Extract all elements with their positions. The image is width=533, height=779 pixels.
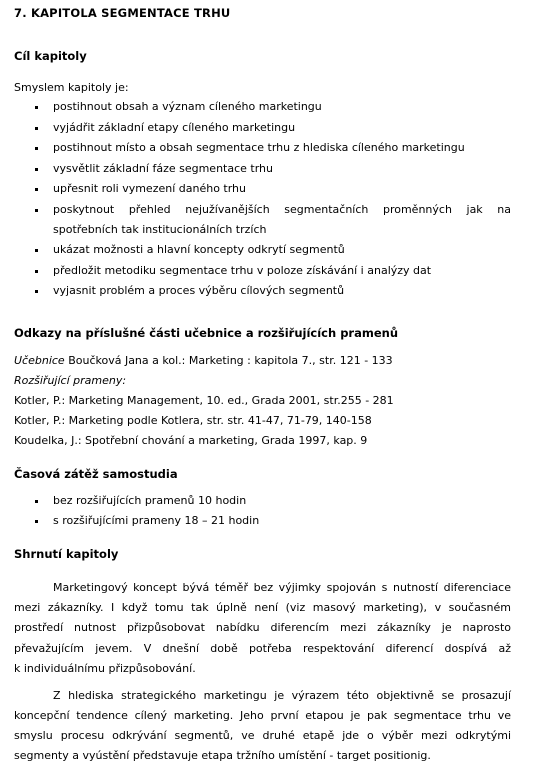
extended-sources-label: Rozšiřující prameny: <box>14 374 127 387</box>
textbook-reference <box>14 354 393 367</box>
references-heading: Odkazy na příslušné části učebnice a rozšiřujících pramenů <box>14 326 399 340</box>
workload-heading: Časová zátěž samostudia <box>14 467 178 481</box>
paragraph-line: převažujícím jevem. V dnešní době potřeba respektování diferencí dospívá až <box>14 642 511 655</box>
source-item: Kotler, P.: Marketing podle Kotlera, str. str. 41-47, 71-79, 140-158 <box>14 414 372 427</box>
source-item: Koudelka, J.: Spotřební chování a marketing, Grada 1997, kap. 9 <box>14 434 368 447</box>
list-item: bez rozšiřujících pramenů 10 hodin <box>53 494 247 507</box>
bullet-icon <box>35 147 38 150</box>
bullet-icon <box>35 249 38 252</box>
list-item: postihnout místo a obsah segmentace trhu z hlediska cíleného marketingu <box>53 141 465 154</box>
paragraph-line: Z hlediska strategického marketingu je výrazem této objektivně se prosazují <box>53 689 511 702</box>
chapter-title: 7. KAPITOLA SEGMENTACE TRHU <box>14 6 231 20</box>
list-item: ukázat možnosti a hlavní koncepty odkrytí segmentů <box>53 243 345 256</box>
summary-heading: Shrnutí kapitoly <box>14 547 119 561</box>
list-item: s rozšiřujícími prameny 18 – 21 hodin <box>53 514 260 527</box>
bullet-icon <box>35 520 38 523</box>
bullet-icon <box>35 290 38 293</box>
paragraph-line: smyslu procesu odkrývání segmentů, ve druhé etapě jde o výběr mezi odkrytými <box>14 729 511 742</box>
paragraph-line: segmenty a vyústění představuje etapa tržního umístění - target positionig. <box>14 749 431 762</box>
bullet-icon <box>35 106 38 109</box>
paragraph-line: mezi zákazníky. I když tomu tak úplně není (viz masový marketing), v současném <box>14 601 511 614</box>
paragraph-line: k individuálnímu přizpůsobování. <box>14 662 196 675</box>
list-item: vysvětlit základní fáze segmentace trhu <box>53 162 273 175</box>
goal-intro: Smyslem kapitoly je: <box>14 81 129 94</box>
bullet-icon <box>35 168 38 171</box>
list-item: předložit metodiku segmentace trhu v poloze získávání i analýzy dat <box>53 264 432 277</box>
list-item: poskytnout přehled nejužívanějších segmentačních proměnných jak na <box>53 203 511 216</box>
source-item: Kotler, P.: Marketing Management, 10. ed., Grada 2001, str.255 - 281 <box>14 394 394 407</box>
paragraph-line: koncepční tendence cílený marketing. Jeho první etapou je pak segmentace trhu ve <box>14 709 511 722</box>
paragraph-line: Marketingový koncept bývá téměř bez výjimky spojován s nutností diferenciace <box>53 581 511 594</box>
textbook-text: Boučková Jana a kol.: Marketing : kapitola 7., str. 121 - 133 <box>64 354 393 367</box>
list-item: postihnout obsah a význam cíleného marketingu <box>53 100 322 113</box>
list-item: vyjádřit základní etapy cíleného marketingu <box>53 121 296 134</box>
bullet-icon <box>35 500 38 503</box>
goal-heading: Cíl kapitoly <box>14 49 87 63</box>
bullet-icon <box>35 270 38 273</box>
bullet-icon <box>35 188 38 191</box>
list-item-continuation: spotřebních tak institucionálních trzích <box>53 223 267 236</box>
list-item: vyjasnit problém a proces výběru cílových segmentů <box>53 284 345 297</box>
list-item: upřesnit roli vymezení daného trhu <box>53 182 247 195</box>
bullet-icon <box>35 127 38 130</box>
paragraph-line: prostředí nutnost přizpůsobovat nabídku diferencím mezi zákazníky je naprosto <box>14 621 511 634</box>
textbook-label: Učebnice <box>14 354 65 367</box>
bullet-icon <box>35 209 38 212</box>
